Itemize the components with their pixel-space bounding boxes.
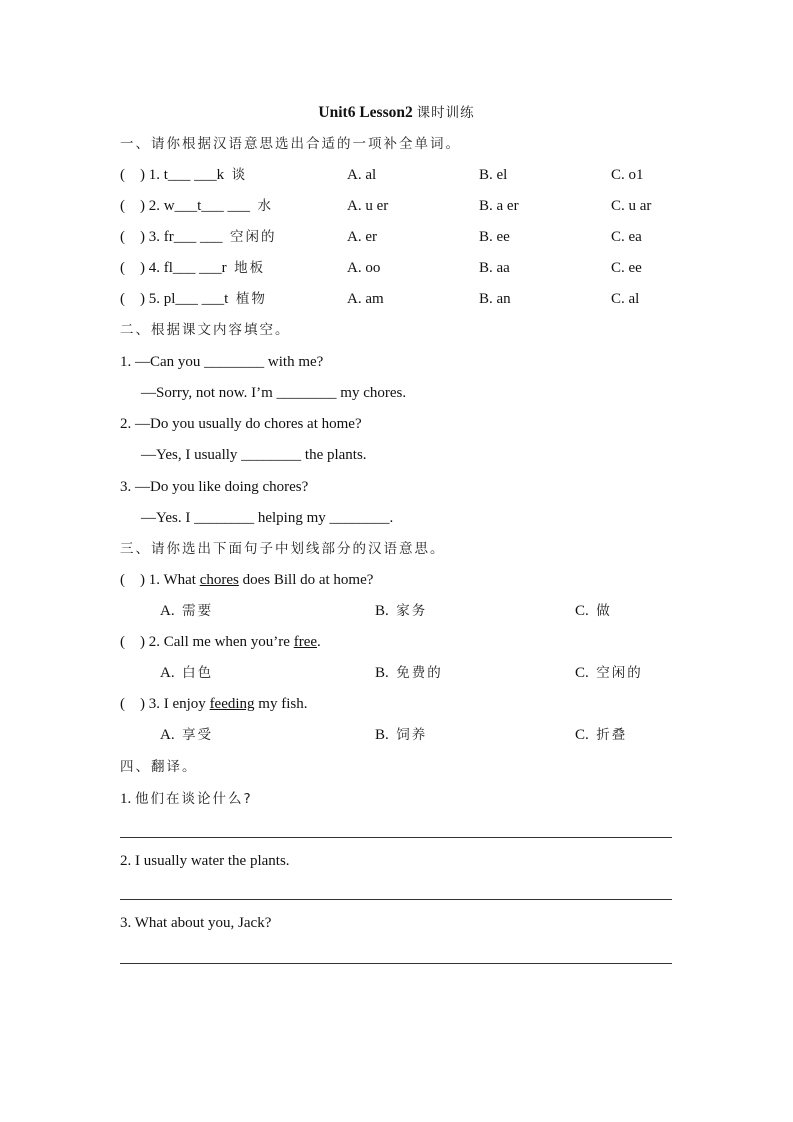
option-b[interactable]: B. an xyxy=(479,291,511,307)
section1-heading: 一、请你根据汉语意思选出合适的一项补全单词。 xyxy=(120,136,461,152)
section4-heading: 四、翻译。 xyxy=(120,759,198,775)
option-c[interactable]: C. ee xyxy=(611,260,642,276)
option-a[interactable]: A. oo xyxy=(347,260,381,276)
translate-q1 xyxy=(120,790,253,808)
stem-meaning: 地板 xyxy=(234,260,266,276)
stem-meaning: 水 xyxy=(257,198,273,214)
sentence-pre: ( ) 3. I enjoy xyxy=(120,696,210,712)
option-a[interactable]: A. al xyxy=(347,167,377,183)
stem-meaning: 植物 xyxy=(235,291,267,307)
option-b[interactable]: B. el xyxy=(479,167,508,183)
option-b[interactable] xyxy=(375,726,427,744)
sentence-pre: ( ) 1. What xyxy=(120,572,200,588)
question-sentence xyxy=(120,695,307,713)
option-text: 饲养 xyxy=(396,727,428,743)
sentence-post: does Bill do at home? xyxy=(238,572,374,588)
fill-line: 1. —Can you ________ with me? xyxy=(120,354,324,370)
option-b[interactable] xyxy=(375,664,443,682)
stem-meaning: 谈 xyxy=(231,167,248,183)
stem-text: ( ) 3. fr___ ___ xyxy=(120,229,223,245)
question-stem xyxy=(120,290,267,308)
title-en: Unit6 Lesson2 xyxy=(318,104,413,121)
q1-number: 1. xyxy=(120,791,132,807)
option-a[interactable] xyxy=(160,664,213,682)
question-stem xyxy=(120,228,276,246)
question-sentence xyxy=(120,633,321,651)
stem-text: ( ) 2. w___t___ ___ xyxy=(120,198,250,214)
option-c[interactable]: C. o1 xyxy=(611,167,644,183)
option-text: 白色 xyxy=(182,665,214,681)
sentence-post: my fish. xyxy=(254,696,308,712)
option-text: 家务 xyxy=(396,603,428,619)
option-c[interactable] xyxy=(575,664,643,682)
fill-line: —Yes. I ________ helping my ________. xyxy=(126,510,394,526)
section2-heading: 二、根据课文内容填空。 xyxy=(120,322,291,338)
option-b[interactable]: B. a er xyxy=(479,198,519,214)
underlined-word: chores xyxy=(199,572,239,588)
stem-text: ( ) 4. fl___ ___r xyxy=(120,260,227,276)
option-b[interactable]: B. aa xyxy=(479,260,510,276)
option-c[interactable]: C. u ar xyxy=(611,198,652,214)
section3-heading: 三、请你选出下面句子中划线部分的汉语意思。 xyxy=(120,541,446,557)
question-sentence xyxy=(120,571,373,589)
option-letter: C. xyxy=(575,727,589,743)
stem-meaning: 空闲的 xyxy=(229,229,277,245)
page-title xyxy=(0,104,793,122)
stem-text: ( ) 5. pl___ ___t xyxy=(120,291,229,307)
option-letter: B. xyxy=(375,727,389,743)
fill-line: 3. —Do you like doing chores? xyxy=(120,479,309,495)
option-c[interactable] xyxy=(575,602,612,620)
sentence-pre: ( ) 2. Call me when you’re xyxy=(120,634,294,650)
option-a[interactable] xyxy=(160,602,213,620)
stem-text: ( ) 1. t___ ___k xyxy=(120,167,225,183)
question-stem xyxy=(120,197,273,215)
option-b[interactable] xyxy=(375,602,427,620)
answer-line-1[interactable] xyxy=(120,837,672,838)
option-c[interactable]: C. ea xyxy=(611,229,642,245)
title-cn: 课时训练 xyxy=(416,105,475,121)
option-letter: A. xyxy=(160,665,175,681)
answer-line-3[interactable] xyxy=(120,963,672,964)
answer-line-2[interactable] xyxy=(120,899,672,900)
option-letter: B. xyxy=(375,665,389,681)
option-text: 空闲的 xyxy=(596,665,643,681)
option-text: 折叠 xyxy=(596,727,628,743)
fill-line: —Sorry, not now. I’m ________ my chores. xyxy=(126,385,407,401)
option-text: 免费的 xyxy=(396,665,443,681)
fill-line: 2. —Do you usually do chores at home? xyxy=(120,416,362,432)
option-b[interactable]: B. ee xyxy=(479,229,510,245)
sentence-post: . xyxy=(317,634,321,650)
question-stem xyxy=(120,166,247,184)
underlined-word: feeding xyxy=(209,696,255,712)
translate-q3: 3. What about you, Jack? xyxy=(120,915,272,931)
question-stem xyxy=(120,259,265,277)
option-a[interactable] xyxy=(160,726,213,744)
fill-line: —Yes, I usually ________ the plants. xyxy=(126,447,367,463)
option-text: 做 xyxy=(596,603,612,619)
option-c[interactable]: C. al xyxy=(611,291,640,307)
option-c[interactable] xyxy=(575,726,627,744)
underlined-word: free xyxy=(293,634,318,650)
option-letter: B. xyxy=(375,603,389,619)
option-a[interactable]: A. am xyxy=(347,291,384,307)
q1-text: 他们在谈论什么? xyxy=(135,791,253,807)
option-letter: C. xyxy=(575,603,589,619)
option-letter: C. xyxy=(575,665,589,681)
translate-q2: 2. I usually water the plants. xyxy=(120,853,290,869)
option-letter: A. xyxy=(160,603,175,619)
option-text: 需要 xyxy=(182,603,214,619)
option-text: 享受 xyxy=(182,727,214,743)
option-letter: A. xyxy=(160,727,175,743)
option-a[interactable]: A. er xyxy=(347,229,377,245)
option-a[interactable]: A. u er xyxy=(347,198,389,214)
